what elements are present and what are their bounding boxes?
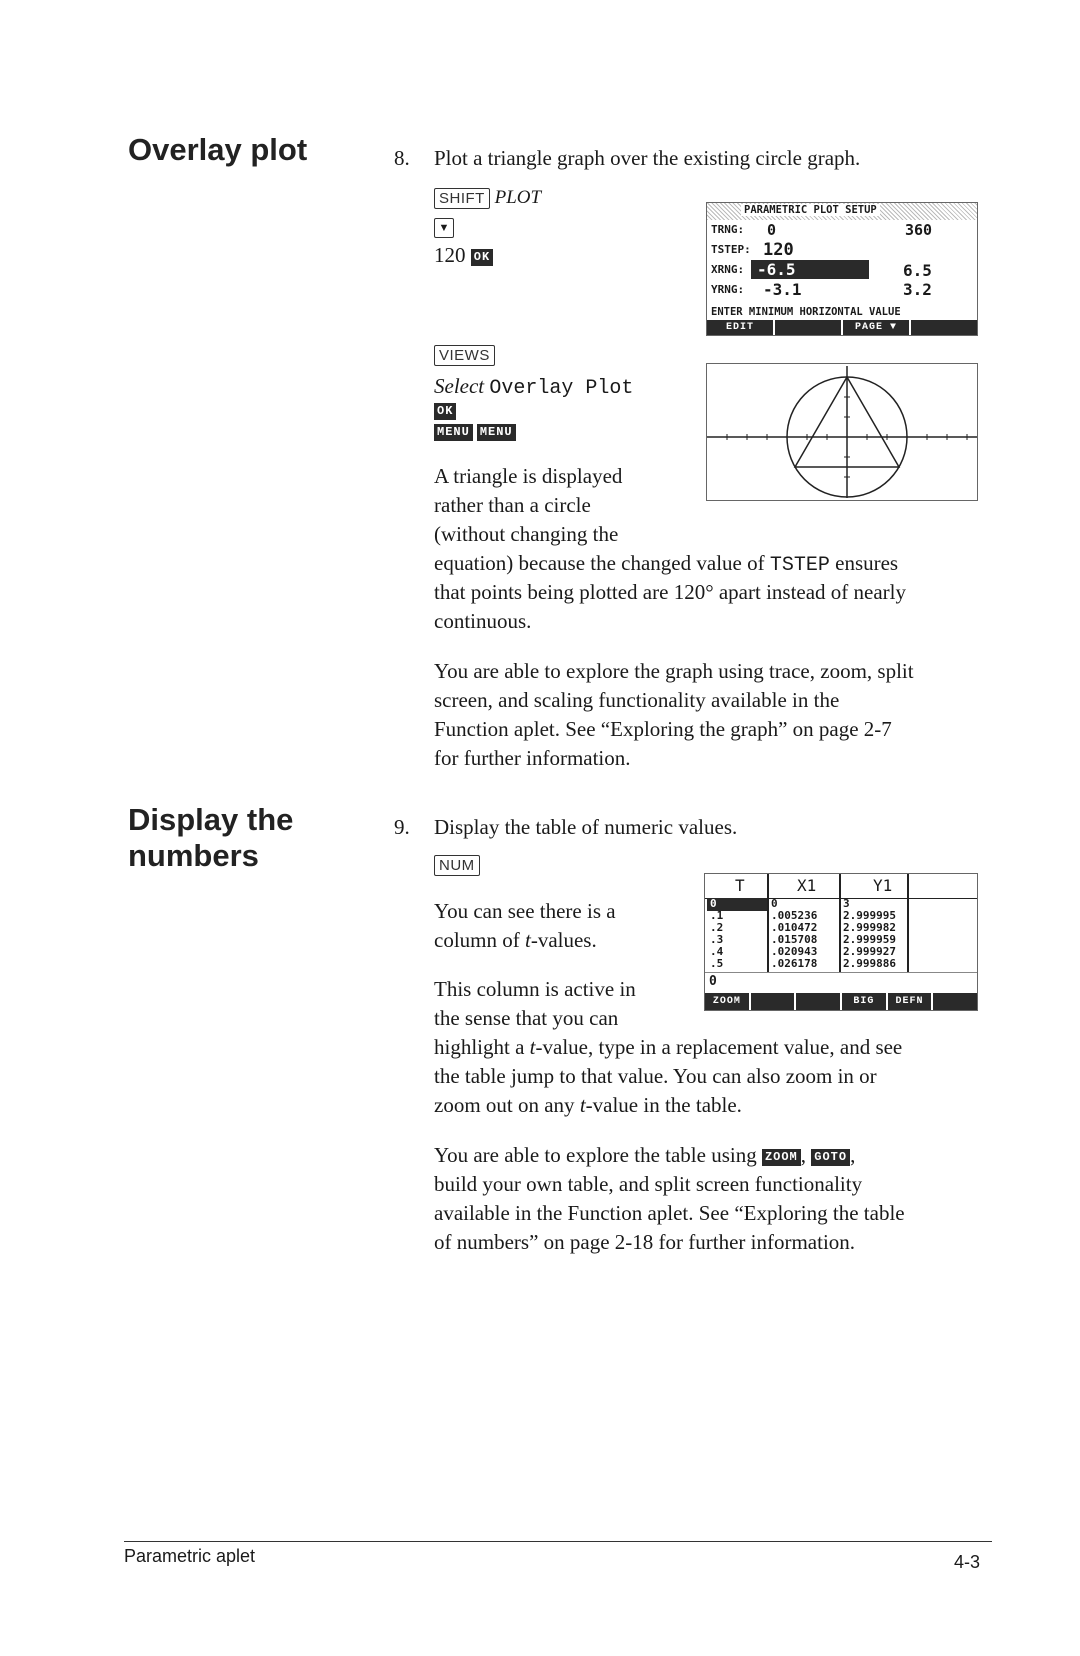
step-number-9: 9.: [394, 815, 410, 839]
para-d-line5-italic: t: [579, 1093, 586, 1117]
table-cell: 2.999927: [843, 945, 896, 958]
ok-softkey: OK: [471, 249, 493, 266]
para-a-line4-tail: ensures: [829, 551, 899, 575]
para-c-line1: You can see there is a: [434, 899, 616, 923]
table-cell[interactable]: .2: [710, 921, 724, 934]
value-120: 120: [434, 243, 466, 267]
section-heading-overlay-plot: Overlay plot: [128, 132, 308, 167]
para-a-line4: [434, 549, 898, 580]
table-cell: .005236: [771, 909, 818, 922]
table-softkey-blank-3: [933, 993, 977, 1010]
setup-softkey-edit: EDIT: [707, 320, 773, 335]
para-e-line1: You are able to explore the table using ZOOM , GOTO ,: [434, 1143, 856, 1167]
keystroke-120-ok: [434, 241, 493, 270]
goto-softkey-inline: GOTO: [811, 1149, 850, 1166]
tstep-label: TSTEP:: [711, 243, 751, 256]
para-d-line4: the table jump to that value. You can also zoom in or: [434, 1064, 877, 1088]
para-c-italic-t: t: [524, 928, 531, 952]
keystroke-down: [434, 218, 454, 238]
para-d-line3-italic: t: [529, 1035, 536, 1059]
col-header-y1: Y1: [873, 876, 893, 895]
para-d-line5-post: -value in the table.: [585, 1093, 742, 1117]
down-arrow-key: ▼: [434, 218, 454, 238]
table-softkey-big: BIG: [842, 993, 886, 1010]
para-d-line3-post: -value, type in a replacement value, and see: [535, 1035, 903, 1059]
para-a-line3: (without changing the: [434, 522, 619, 546]
keystroke-menu-menu: [434, 423, 516, 441]
xrng-label: XRNG:: [711, 263, 745, 276]
para-a-line5: that points being plotted are 120° apart instead of nearly: [434, 580, 907, 604]
para-e-line2: build your own table, and split screen functionality: [434, 1172, 863, 1196]
setup-title-bar: [707, 203, 977, 220]
select-overlay-line: [434, 372, 633, 403]
table-cell[interactable]: .3: [710, 933, 724, 946]
col-header-t: T: [735, 876, 745, 895]
xrng-max: 6.5: [903, 261, 932, 280]
table-cell: .015708: [771, 933, 818, 946]
views-key: VIEWS: [434, 345, 495, 366]
table-cell[interactable]: 0: [710, 897, 717, 910]
yrng-label: YRNG:: [711, 283, 745, 296]
table-cell: .010472: [771, 921, 818, 934]
section-heading-display-numbers-1: Display the: [128, 802, 294, 837]
para-c-line2-text: column of: [434, 928, 525, 952]
para-e-line4: of numbers” on page 2-18 for further information.: [434, 1230, 856, 1254]
table-cell: 0: [771, 897, 778, 910]
ok-softkey-2: OK: [434, 403, 456, 420]
table-cell: .020943: [771, 945, 818, 958]
para-a-line6: continuous.: [434, 609, 532, 633]
para-d-line3-pre: highlight a: [434, 1035, 530, 1059]
table-cell: .026178: [771, 957, 818, 970]
select-word: Select: [434, 374, 485, 398]
table-edit-line: 0: [709, 974, 717, 989]
table-softkey-blank-2: [796, 993, 840, 1010]
para-d-line3: [434, 1033, 902, 1062]
plot-setup-screen: [706, 202, 978, 336]
para-e-line1-pre: You are able to explore the table using: [434, 1143, 762, 1167]
zoom-softkey-inline: ZOOM: [762, 1149, 801, 1166]
para-c-line2-tail: -values.: [530, 928, 597, 952]
tstep-code: TSTEP: [769, 554, 830, 577]
table-cell[interactable]: .1: [710, 909, 724, 922]
trng-min: 0: [767, 221, 777, 239]
para-d-line5: [434, 1091, 742, 1120]
table-header-row: [705, 874, 977, 899]
table-cell[interactable]: .4: [710, 945, 724, 958]
para-a-line2: rather than a circle: [434, 493, 591, 517]
num-key: NUM: [434, 855, 480, 876]
para-a-line4-text: equation) because the changed value of: [434, 551, 770, 575]
footer-left: Parametric aplet: [124, 1546, 256, 1566]
para-a-line1: A triangle is displayed: [434, 464, 623, 488]
table-softkey-row: [705, 993, 977, 1010]
table-cell[interactable]: .5: [710, 957, 724, 970]
col-header-x1: X1: [797, 876, 817, 895]
setup-softkey-row: [707, 320, 977, 335]
para-e-line3: available in the Function aplet. See “Exploring the table: [434, 1201, 905, 1225]
shift-key: SHIFT: [434, 188, 490, 209]
section-heading-display-numbers-2: numbers: [128, 838, 259, 873]
table-softkey-zoom: ZOOM: [705, 993, 749, 1010]
setup-message: ENTER MINIMUM HORIZONTAL VALUE: [711, 306, 901, 318]
footer-rule: [124, 1541, 992, 1542]
menu-softkey-1: MENU: [434, 424, 473, 441]
para-b-line4: for further information.: [434, 746, 631, 770]
para-b-line1: You are able to explore the graph using trace, zoom, split: [434, 659, 914, 683]
yrng-max: 3.2: [903, 280, 932, 299]
trng-label: TRNG:: [711, 223, 745, 236]
keystroke-views: [434, 345, 495, 366]
table-softkey-defn: DEFN: [888, 993, 932, 1010]
setup-softkey-blank: [775, 320, 841, 335]
setup-softkey-blank-2: [911, 320, 977, 335]
table-cell: 2.999982: [843, 921, 896, 934]
step-text: Plot a triangle graph over the existing circle graph.: [434, 146, 861, 170]
setup-softkey-page: PAGE ▼: [843, 320, 909, 335]
yrng-min: -3.1: [763, 280, 802, 299]
overlay-plot-option: Overlay Plot: [489, 377, 634, 400]
trng-max: 360: [905, 221, 933, 239]
circle-triangle-plot: [707, 364, 977, 500]
setup-title: PARAMETRIC PLOT SETUP: [741, 204, 880, 216]
keystroke-shift-plot: [434, 187, 541, 209]
table-cell: 2.999959: [843, 933, 896, 946]
para-d-line1: This column is active in: [434, 977, 636, 1001]
numeric-table-screen: [704, 873, 978, 1011]
para-d-line2: the sense that you can: [434, 1006, 619, 1030]
para-b-line2: screen, and scaling functionality available in the: [434, 688, 840, 712]
tstep-value: 120: [763, 240, 794, 260]
table-cell: 2.999886: [843, 957, 896, 970]
table-softkey-blank-1: [751, 993, 795, 1010]
xrng-min-highlighted: -6.5: [751, 260, 869, 279]
para-d-line5-pre: zoom out on any: [434, 1093, 580, 1117]
para-b-line3: Function aplet. See “Exploring the graph” on page 2-7: [434, 717, 892, 741]
table-cell: 2.999995: [843, 909, 896, 922]
table-cell: 3: [843, 897, 850, 910]
overlay-graph-screen: [706, 363, 978, 501]
step-number: 8.: [394, 146, 410, 170]
footer-page-number: 4-3: [954, 1552, 981, 1572]
para-c-line2: [434, 926, 597, 955]
keystroke-ok2: [434, 402, 456, 420]
step-text-9: Display the table of numeric values.: [434, 815, 738, 839]
menu-softkey-2: MENU: [477, 424, 516, 441]
plot-label: PLOT: [494, 187, 542, 208]
keystroke-num: [434, 855, 480, 876]
